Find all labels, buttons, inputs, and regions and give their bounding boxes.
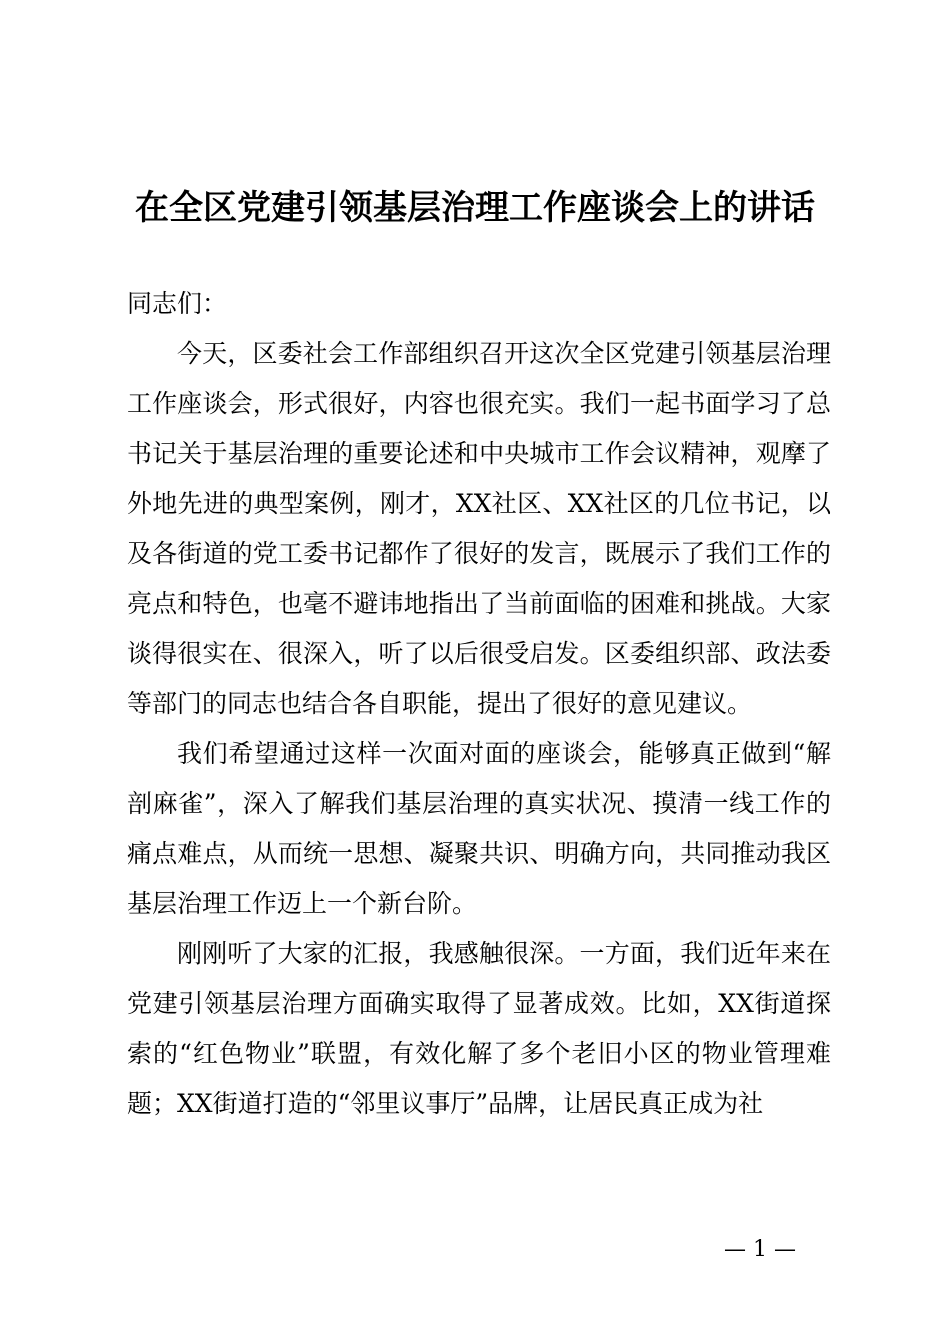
salutation: 同志们： bbox=[127, 289, 228, 318]
document-title: 在全区党建引领基层治理工作座谈会上的讲话 bbox=[135, 188, 815, 228]
paragraph-3: 刚刚听了大家的汇报，我感触很深。一方面，我们近年来在党建引领基层治理方面确实取得了显著成效。比如，XX街道探索的“红色物业”联盟，有效化解了多个老旧小区的物业管理难题；XX街道打造的“邻里议事厅”品牌，让居民真正成为社 bbox=[127, 939, 831, 1118]
document-body bbox=[127, 279, 831, 1129]
page-number: — 1 — bbox=[724, 1237, 796, 1262]
paragraph-2: 我们希望通过这样一次面对面的座谈会，能够真正做到“解剖麻雀”，深入了解我们基层治理的真实状况、摸清一线工作的痛点难点，从而统一思想、凝聚共识、明确方向，共同推动我区基层治理工作迈上一个新台阶。 bbox=[127, 739, 831, 918]
paragraph-1: 今天，区委社会工作部组织召开这次全区党建引领基层治理工作座谈会，形式很好，内容也很充实。我们一起书面学习了总书记关于基层治理的重要论述和中央城市工作会议精神，观摩了外地先进的典型案例，刚才，XX社区、XX社区的几位书记，以及各街道的党工委书记都作了很好的发言，既展示了我们工作的亮点和特色，也毫不避讳地指出了当前面临的困难和挑战。大家谈得很实在、很深入，听了以后很受启发。区委组织部、政法委等部门的同志也结合各自职能，提出了很好的意见建议。 bbox=[127, 339, 831, 718]
